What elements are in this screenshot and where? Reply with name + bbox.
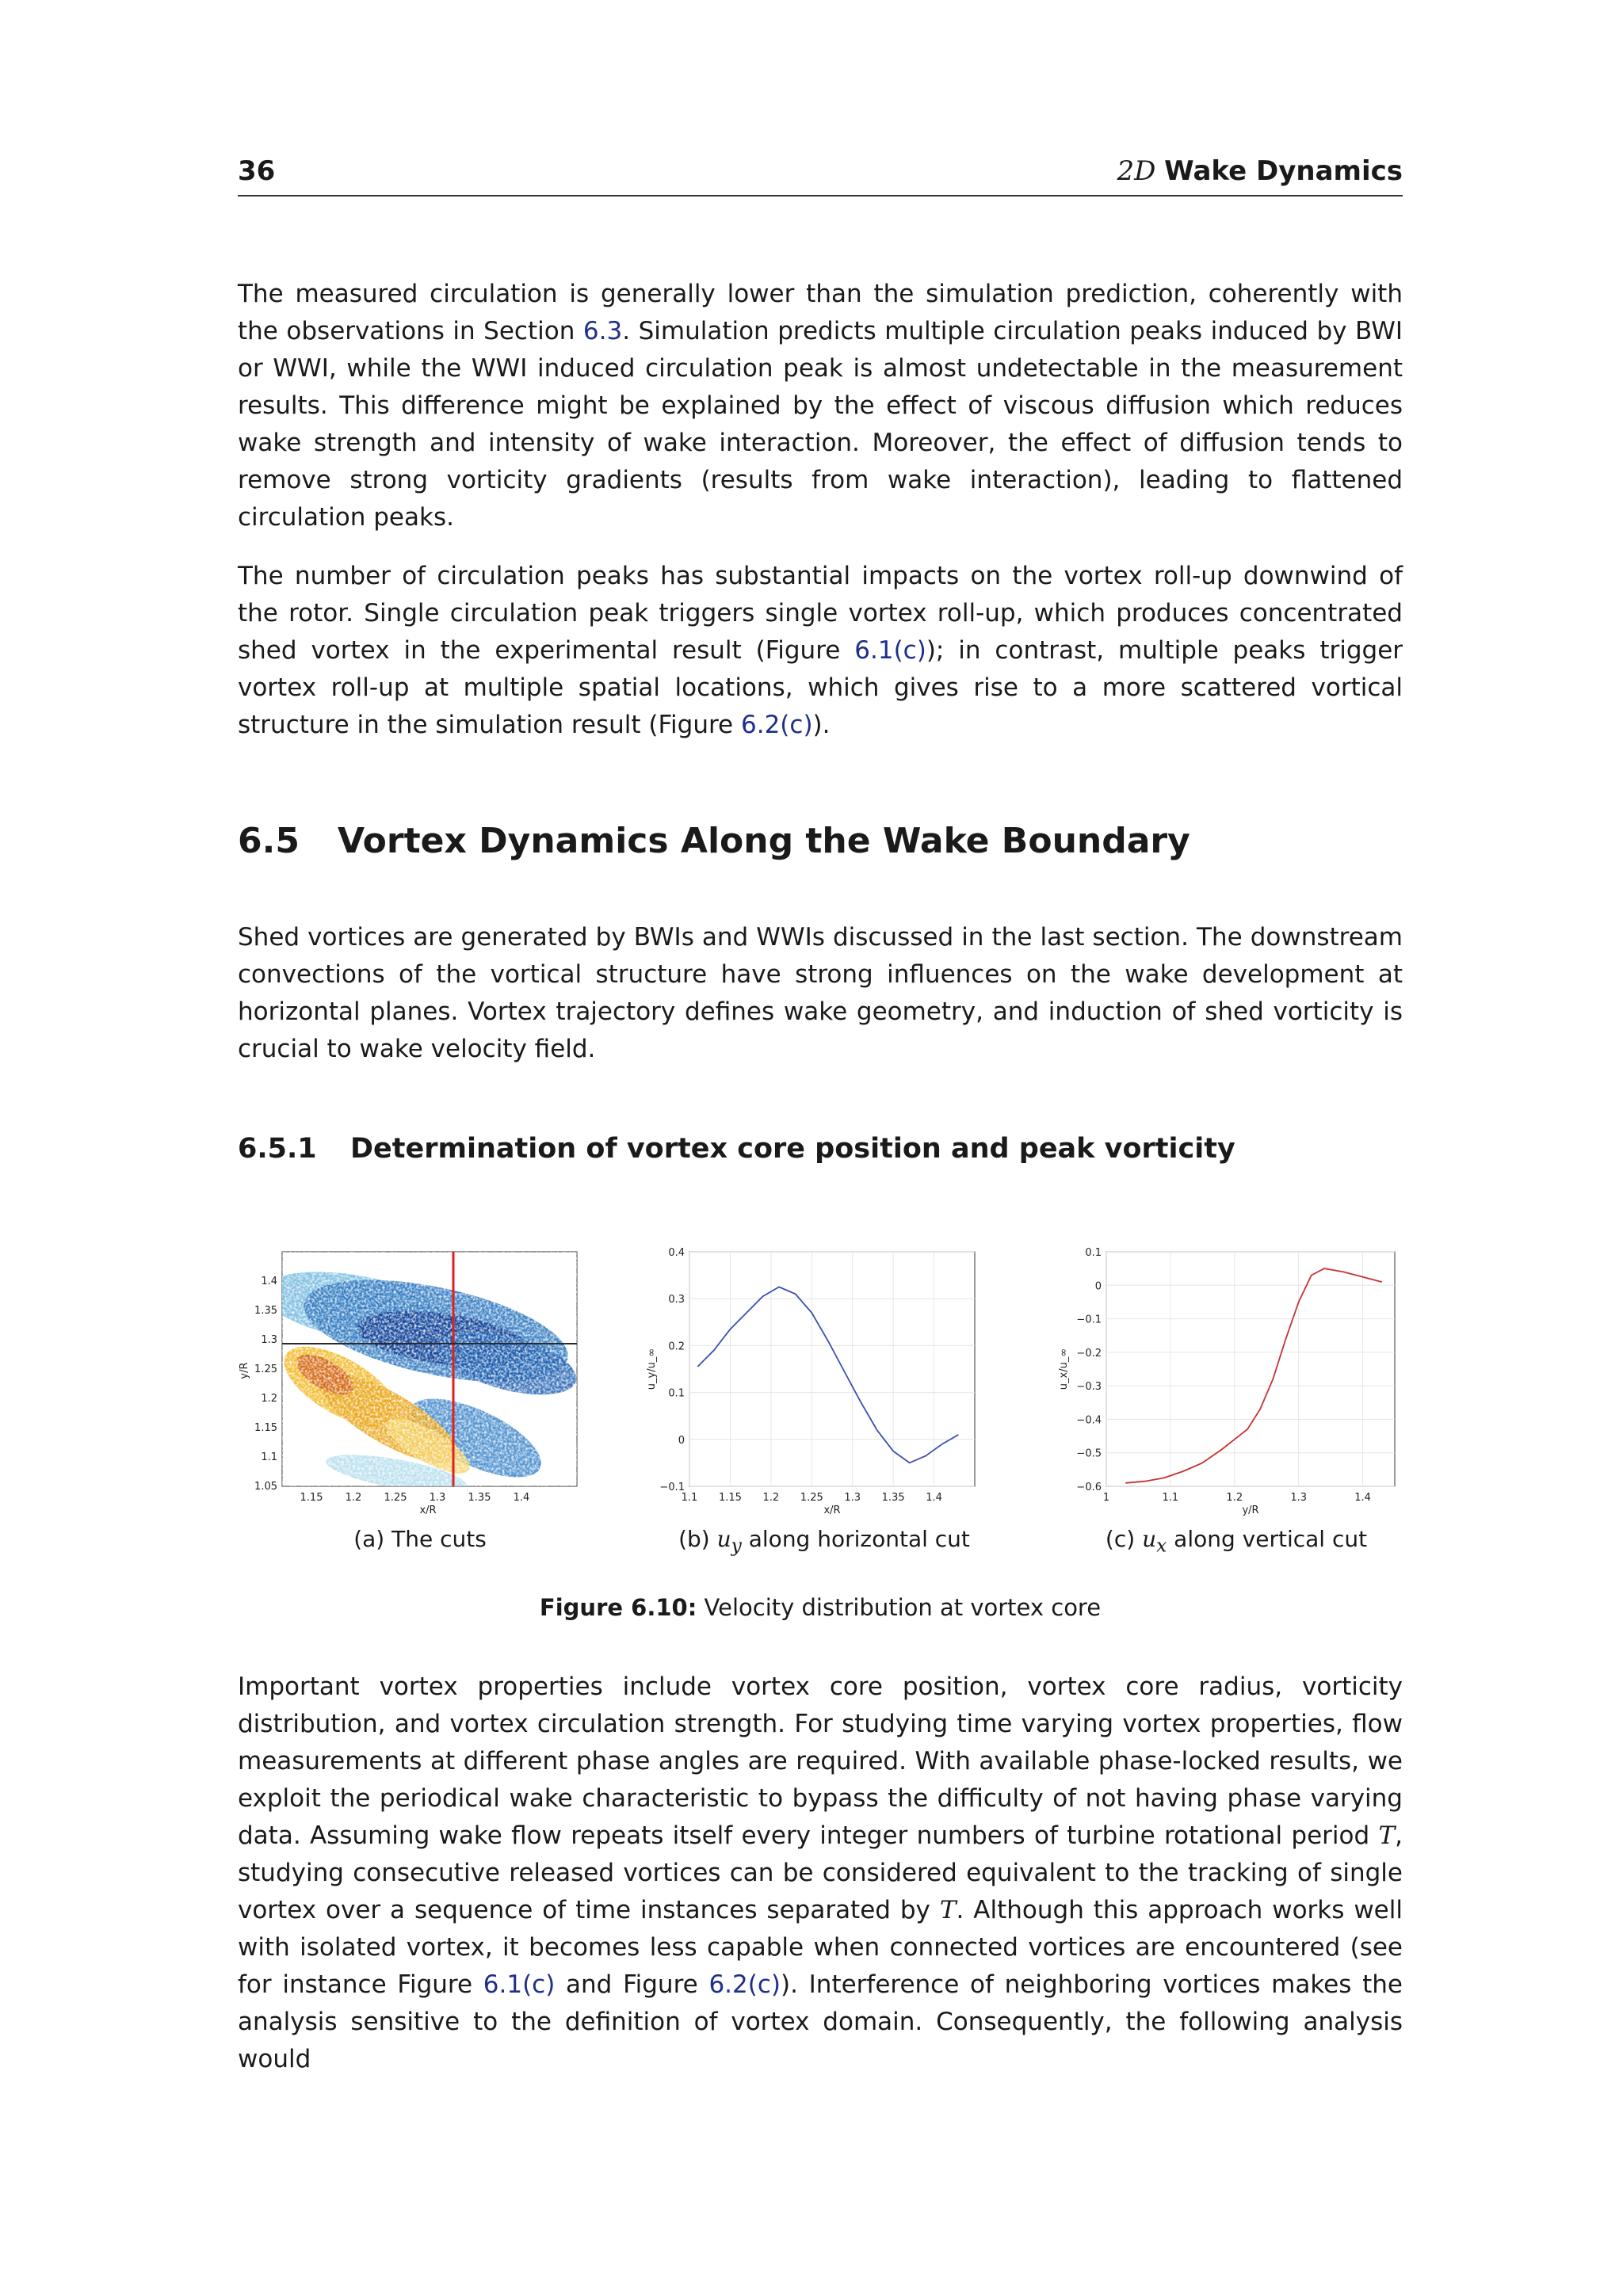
y-tick-label: −0.2	[1076, 1347, 1102, 1360]
y-axis-label: u_y/u_∞	[646, 1348, 658, 1390]
y-tick-label: 1.05	[254, 1481, 277, 1493]
caption-label: Figure 6.10:	[539, 1594, 697, 1621]
y-tick-label: −0.6	[1076, 1482, 1102, 1493]
y-tick-label: 0.1	[1085, 1247, 1102, 1259]
x-tick-label: 1.15	[718, 1492, 742, 1504]
section-heading	[238, 821, 1190, 861]
y-tick-label: −0.3	[1076, 1381, 1102, 1394]
caption-text: Velocity distribution at vortex core	[697, 1594, 1102, 1621]
x-axis-label: x/R	[823, 1505, 841, 1516]
figure-c	[1054, 1244, 1403, 1521]
figure-link[interactable]: 6.2(c)	[741, 711, 813, 739]
text: The measured circulation is generally lower than the simulation prediction, coherently with the observations in Section	[238, 280, 1403, 345]
text: ). Interference of neighboring vortices makes the analysis sensitive to the definition of vortex domain. Consequently, the following analysis would	[238, 1970, 1403, 2073]
y-tick-label: 1.35	[254, 1305, 277, 1317]
running-head-math: 2D	[1117, 155, 1156, 187]
subcaption-prefix: (b)	[678, 1526, 717, 1552]
y-tick-label: 0.4	[668, 1247, 685, 1259]
y-tick-label: 1.3	[261, 1334, 277, 1346]
y-tick-label: −0.4	[1076, 1414, 1102, 1427]
subsection-heading	[238, 1133, 1235, 1165]
uy-line-chart	[642, 1244, 983, 1521]
section-number: 6.5	[238, 821, 300, 861]
running-head	[1117, 155, 1403, 187]
text: , studying consecutive released vortices can be considered equivalent to the tracking of single vortex over a sequence of time instances separated by	[238, 1821, 1403, 1924]
x-tick-label: 1.25	[800, 1492, 823, 1504]
x-tick-label: 1	[1102, 1492, 1110, 1504]
math-symbol: u	[1142, 1526, 1157, 1552]
math-symbol: T	[939, 1896, 957, 1924]
y-tick-label: 0.2	[668, 1341, 685, 1353]
y-tick-label: −0.1	[659, 1482, 685, 1493]
running-header	[238, 155, 1403, 196]
heatmap-chart	[238, 1244, 586, 1521]
plot-area	[1106, 1252, 1395, 1486]
text: and Figure	[555, 1970, 709, 1999]
y-tick-label: 1.1	[261, 1451, 277, 1463]
subcaption-c	[1070, 1526, 1403, 1557]
x-tick-label: 1.4	[926, 1492, 942, 1504]
y-axis-label: u_x/u_∞	[1058, 1348, 1070, 1390]
y-tick-label: 0.3	[668, 1294, 685, 1306]
y-tick-label: −0.1	[1076, 1314, 1102, 1326]
math-symbol: T	[1378, 1821, 1396, 1850]
text: Important vortex properties include vortex core position, vortex core radius, vorticity distribution, and vortex circulation strength. For studying time varying vortex properties, flow measurements at different phase angles are required. With available phase-locked results, we exploit the periodical wake characteristic to bypass the difficulty of not having phase varying data. Assuming wake flow repeats itself every integer numbers of turbine rotational period	[238, 1672, 1403, 1850]
y-tick-label: 1.2	[261, 1393, 277, 1405]
paragraph-2	[238, 558, 1403, 744]
x-tick-label: 1.2	[345, 1492, 362, 1504]
x-tick-label: 1.4	[1354, 1492, 1371, 1504]
subcaption-text: along vertical cut	[1167, 1526, 1368, 1552]
x-tick-label: 1.35	[881, 1492, 905, 1504]
figure-b	[642, 1244, 983, 1521]
subcaption-text: along horizontal cut	[741, 1526, 970, 1552]
y-tick-labels	[254, 1276, 277, 1493]
x-axis-label: y/R	[1242, 1505, 1259, 1516]
x-tick-label: 1.3	[844, 1492, 861, 1504]
x-tick-label: 1.3	[1290, 1492, 1308, 1504]
x-tick-label: 1.4	[513, 1492, 530, 1504]
subsection-title: Determination of vortex core position and peak vorticity	[350, 1133, 1235, 1165]
figure-a	[238, 1244, 586, 1521]
subcaption-a: (a) The cuts	[353, 1526, 487, 1552]
y-axis-label: y/R	[239, 1362, 250, 1379]
paragraph-1	[238, 276, 1403, 536]
subcaption-prefix: (c)	[1105, 1526, 1143, 1552]
x-tick-label: 1.1	[1162, 1492, 1179, 1504]
page-number: 36	[238, 155, 276, 187]
figure-link[interactable]: 6.1(c)	[483, 1970, 556, 1999]
x-tick-label: 1.25	[384, 1492, 407, 1504]
y-tick-label: −0.5	[1076, 1447, 1102, 1460]
x-tick-labels	[300, 1492, 530, 1504]
figure-link[interactable]: 6.1(c)	[854, 636, 926, 665]
subsection-number: 6.5.1	[238, 1133, 317, 1165]
y-tick-label: 0	[678, 1434, 685, 1447]
text: . Although this approach works well with isolated vortex, it becomes less capable when connected vortices are encountered (see for instance Figure	[238, 1896, 1403, 1999]
y-tick-label: 1.25	[254, 1363, 277, 1375]
figure-link[interactable]: 6.2(c)	[708, 1970, 781, 1999]
section-title: Vortex Dynamics Along the Wake Boundary	[338, 821, 1190, 861]
figure-caption	[238, 1594, 1403, 1621]
subcaption-b	[658, 1526, 991, 1557]
math-subscript: y	[731, 1534, 742, 1557]
section-link[interactable]: 6.3	[582, 317, 623, 345]
x-tick-label: 1.15	[300, 1492, 323, 1504]
text: The number of circulation peaks has substantial impacts on the vortex roll-up downwind of the rotor. Single circulation peak triggers single vortex roll-up, which produces concentrated shed vortex in the experimental result (Figure	[238, 562, 1403, 665]
y-tick-label: 1.15	[254, 1422, 277, 1434]
vorticity-field	[258, 1252, 583, 1500]
y-tick-label: 1.4	[261, 1276, 277, 1287]
x-tick-label: 1.2	[762, 1492, 780, 1504]
text: ).	[812, 711, 831, 739]
math-subscript: x	[1156, 1534, 1167, 1557]
x-tick-label: 1.35	[468, 1492, 491, 1504]
y-tick-label: 0	[1094, 1280, 1102, 1293]
x-tick-label: 1.1	[681, 1492, 698, 1504]
x-tick-label: 1.3	[429, 1492, 446, 1504]
running-head-text: Wake Dynamics	[1164, 155, 1403, 187]
paragraph-4	[238, 1669, 1403, 2078]
x-axis-label: x/R	[419, 1505, 437, 1516]
y-tick-label: 0.1	[668, 1387, 685, 1400]
text: ); in contrast, multiple peaks trigger vortex roll-up at multiple spatial locations, which gives rise to a more scattered vortical structure in the simulation result (Figure	[238, 636, 1403, 739]
text: . Simulation predicts multiple circulation peaks induced by BWI or WWI, while the WWI induced circulation peak is almost undetectable in the measurement results. This difference might be explained by the effect of viscous diffusion which reduces wake strength and intensity of wake interaction. Moreover, the effect of diffusion tends to remove strong vorticity gradients (results from wake interaction), leading to flattened circulation peaks.	[238, 317, 1403, 532]
math-symbol: u	[716, 1526, 731, 1552]
x-tick-label: 1.2	[1226, 1492, 1243, 1504]
paragraph-3: Shed vortices are generated by BWIs and WWIs discussed in the last section. The downstream convections of the vortical structure have strong influences on the wake development at horizontal planes. Vortex trajectory defines wake geometry, and induction of shed vorticity is crucial to wake velocity field.	[238, 923, 1403, 1063]
ux-line-chart	[1054, 1244, 1403, 1521]
